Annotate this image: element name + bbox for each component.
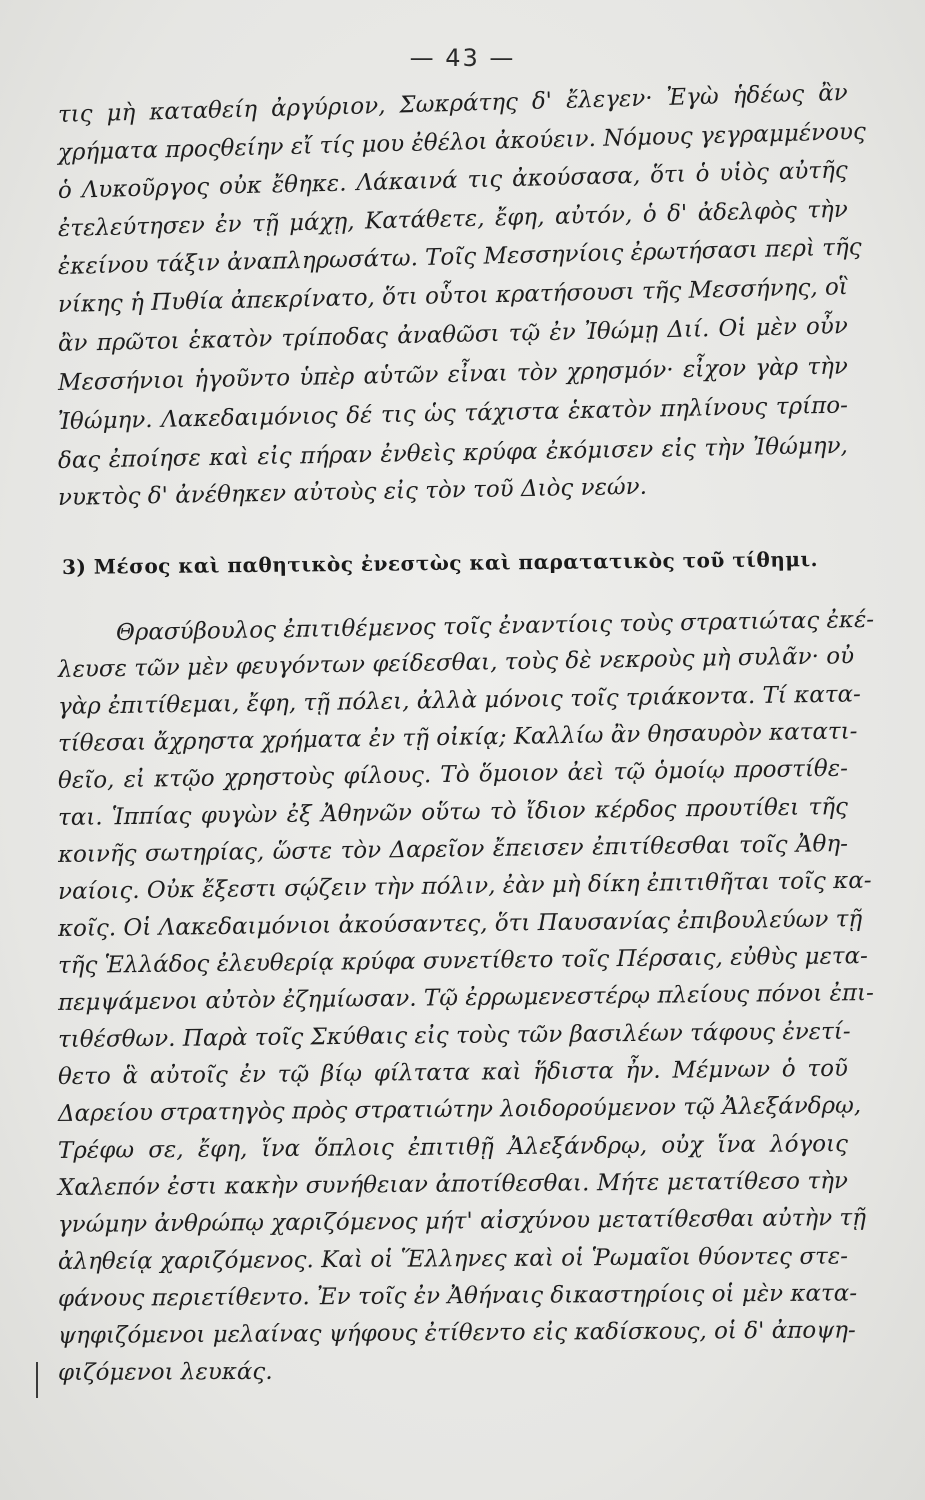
text-line: θετο ἃ αὐτοῖς ἐν τῷ βίῳ φίλτατα καὶ ἥδιστα ἦν. Μέμνων ὁ τοῦ [57, 1055, 849, 1090]
text-line: ἐτελεύτησεν ἐν τῇ μάχῃ, Κατάθετε, ἔφη, αὐτόν, ὁ δ' ἀδελφὸς τὴν [57, 196, 849, 242]
text-line: λευσε τῶν μὲν φευγόντων φείδεσθαι, τοὺς δὲ νεκροὺς μὴ συλᾶν· οὐ [57, 643, 855, 683]
text-line: ται. Ἱππίας φυγὼν ἐξ Ἀθηνῶν οὕτω τὸ ἴδιον κέρδος προυτίθει τῆς [57, 793, 849, 831]
text-line: χρήματα προςθείην εἴ τίς μου ἐθέλοι ἀκούειν. Νόμους γεγραμμένους [57, 118, 867, 166]
text-line: δας ἐποίησε καὶ εἰς πήραν ἐνθεὶς κρύφα ἐκόμισεν εἰς τὴν Ἰθώμην, [57, 432, 849, 474]
text-line: Χαλεπόν ἐστι κακὴν συνήθειαν ἀποτίθεσθαι. Μήτε μετατίθεσο τὴν [57, 1168, 849, 1201]
text-line: ὁ Λυκοῦργος οὐκ ἔθηκε. Λάκαινά τις ἀκούσασα, ὅτι ὁ υἱὸς αὐτῆς [57, 157, 849, 204]
text-line: νυκτὸς δ' ἀνέθηκεν αὐτοὺς εἰς τὸν τοῦ Διὸς νεών. [57, 473, 648, 511]
text-line: Θρασύβουλος ἐπιτιθέμενος τοῖς ἐναντίοις τοὺς στρατιώτας ἐκέ- [115, 606, 875, 646]
page-number: — 43 — [409, 44, 516, 72]
text-line: φάνους περιετίθεντο. Ἐν τοῖς ἐν Ἀθήναις δικαστηρίοις οἱ μὲν κατα- [57, 1280, 858, 1312]
text-line: Δαρείου στρατηγὸς πρὸς στρατιώτην λοιδορούμενον τῷ Ἀλεξάνδρῳ, [57, 1092, 862, 1127]
margin-mark [36, 1362, 38, 1398]
section-heading: 3) Μέσος καὶ παθητικὸς ἐνεστὼς καὶ παρατατικὸς τοῦ τίθημι. [61, 547, 819, 579]
text-line: γὰρ ἐπιτίθεμαι, ἔφη, τῇ πόλει, ἀλλὰ μόνοις τοῖς τριάκοντα. Τί κατα- [57, 681, 861, 720]
text-line: Ἰθώμην. Λακεδαιμόνιος δέ τις ὡς τάχιστα ἑκατὸν πηλίνους τρίπο- [57, 392, 849, 435]
text-line: τίθεσαι ἄχρηστα χρήματα ἐν τῇ οἰκίᾳ; Καλλίω ἂν θησαυρὸν κατατι- [57, 718, 858, 757]
text-line: κοινῆς σωτηρίας, ὥστε τὸν Δαρεῖον ἔπεισεν ἐπιτίθεσθαι τοῖς Ἀθη- [57, 830, 849, 868]
text-line: τις μὴ καταθείη ἀργύριον, Σωκράτης δ' ἔλεγεν· Ἐγὼ ἡδέως ἂν [57, 79, 849, 128]
text-line: τῆς Ἑλλάδος ἐλευθερίᾳ κρύφα συνετίθετο τοῖς Πέρσαις, εὐθὺς μετα- [57, 943, 869, 979]
text-line: θεῖο, εἰ κτῷο χρηστοὺς φίλους. Τὸ ὅμοιον ἀεὶ τῷ ὁμοίῳ προστίθε- [57, 755, 849, 794]
text-line: ἂν πρῶτοι ἑκατὸν τρίποδας ἀναθῶσι τῷ ἐν Ἰθώμῃ Διί. Οἱ μὲν οὖν [57, 313, 849, 357]
text-line: ἐκείνου τάξιν ἀναπληρωσάτω. Τοῖς Μεσσηνίοις ἐρωτήσασι περὶ τῆς [57, 234, 862, 280]
text-line: Μεσσήνιοι ἡγοῦντο ὑπὲρ αὑτῶν εἶναι τὸν χρησμόν· εἶχον γὰρ τὴν [57, 353, 849, 396]
text-line: φιζόμενοι λευκάς. [57, 1358, 273, 1386]
text-line: πεμψάμενοι αὐτὸν ἐζημίωσαν. Τῷ ἐρρωμενεστέρῳ πλείους πόνοι ἐπι- [57, 980, 875, 1016]
text-line: ἀληθείᾳ χαριζόμενος. Καὶ οἱ Ἕλληνες καὶ οἱ Ῥωμαῖοι θύοντες στε- [57, 1243, 849, 1275]
text-line: νίκης ἡ Πυθία ἀπεκρίνατο, ὅτι οὗτοι κρατήσουσι τῆς Μεσσήνης, οἳ [57, 274, 849, 318]
text-line: τιθέσθων. Παρὰ τοῖς Σκύθαις εἰς τοὺς τῶν βασιλέων τάφους ἐνετί- [57, 1018, 851, 1053]
text-line: ψηφιζόμενοι μελαίνας ψήφους ἐτίθεντο εἰς καδίσκους, οἱ δ' ἀποψη- [57, 1317, 856, 1349]
text-line: Τρέφω σε, ἔφη, ἵνα ὅπλοις ἐπιτιθῇ Ἀλεξάνδρῳ, οὐχ ἵνα λόγοις [57, 1131, 849, 1164]
text-line: ναίοις. Οὐκ ἔξεστι σῴζειν τὴν πόλιν, ἐὰν μὴ δίκη ἐπιτιθῆται τοῖς κα- [57, 867, 872, 905]
text-line: κοῖς. Οἱ Λακεδαιμόνιοι ἀκούσαντες, ὅτι Παυσανίας ἐπιβουλεύων τῇ [57, 906, 863, 942]
text-line: γνώμην ἀνθρώπῳ χαριζόμενος μήτ' αἰσχύνου μετατίθεσθαι αὐτὴν τῇ [57, 1204, 867, 1238]
